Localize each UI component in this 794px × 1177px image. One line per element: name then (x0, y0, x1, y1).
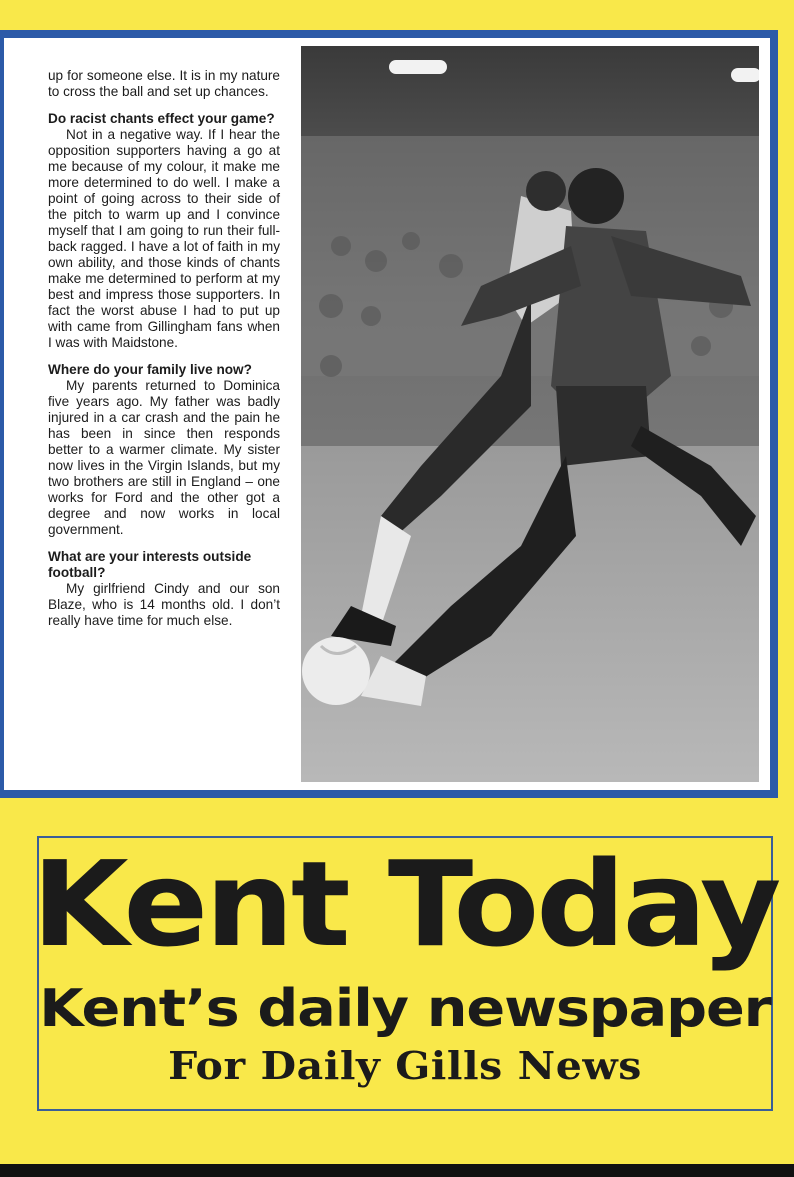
football-action-photo (301, 46, 759, 782)
advert-title: Kent Today (31, 835, 779, 973)
advert-subline: For Daily Gills News (168, 1043, 642, 1088)
interview-answer: My parents returned to Dominica five years ago. My father was badly injured in a car crash and the pain he has been in since then responds better to a warmer climate. My sister now lives in the Virgin Islands, but my two brothers are still in England – one works for Ford and the other got a degree and now works in local government. (48, 378, 280, 537)
page-bottom-edge (0, 1164, 794, 1177)
advert-tagline: Kent’s daily newspaper (39, 979, 771, 1039)
kent-today-advert (31, 835, 779, 1111)
article-paragraph: up for someone else. It is in my nature to cross the ball and set up chances. (48, 68, 280, 99)
interview-answer: My girlfriend Cindy and our son Blaze, who is 14 months old. I don’t really have time for much else. (48, 581, 280, 628)
interview-question: Do racist chants effect your game? (48, 111, 275, 126)
interview-question: What are your interests outside football? (48, 549, 252, 580)
interview-answer: Not in a negative way. If I hear the opposition supporters having a go at me because of my colour, it make me more determined to do well. I make a point of going across to their side of the pitch to warm up and I convince myself that I am going to run their full-back ragged. I have a lot of faith in my own ability, and those kinds of chants make me determined to perform at my best and impress those supporters. In fact the worst abuse I had to put up with came from Gillingham fans when I was with Maidstone. (48, 127, 280, 350)
article-text-column (48, 68, 280, 629)
article-panel (0, 30, 778, 798)
interview-question: Where do your family live now? (48, 362, 252, 377)
photo-illustration (301, 46, 759, 782)
